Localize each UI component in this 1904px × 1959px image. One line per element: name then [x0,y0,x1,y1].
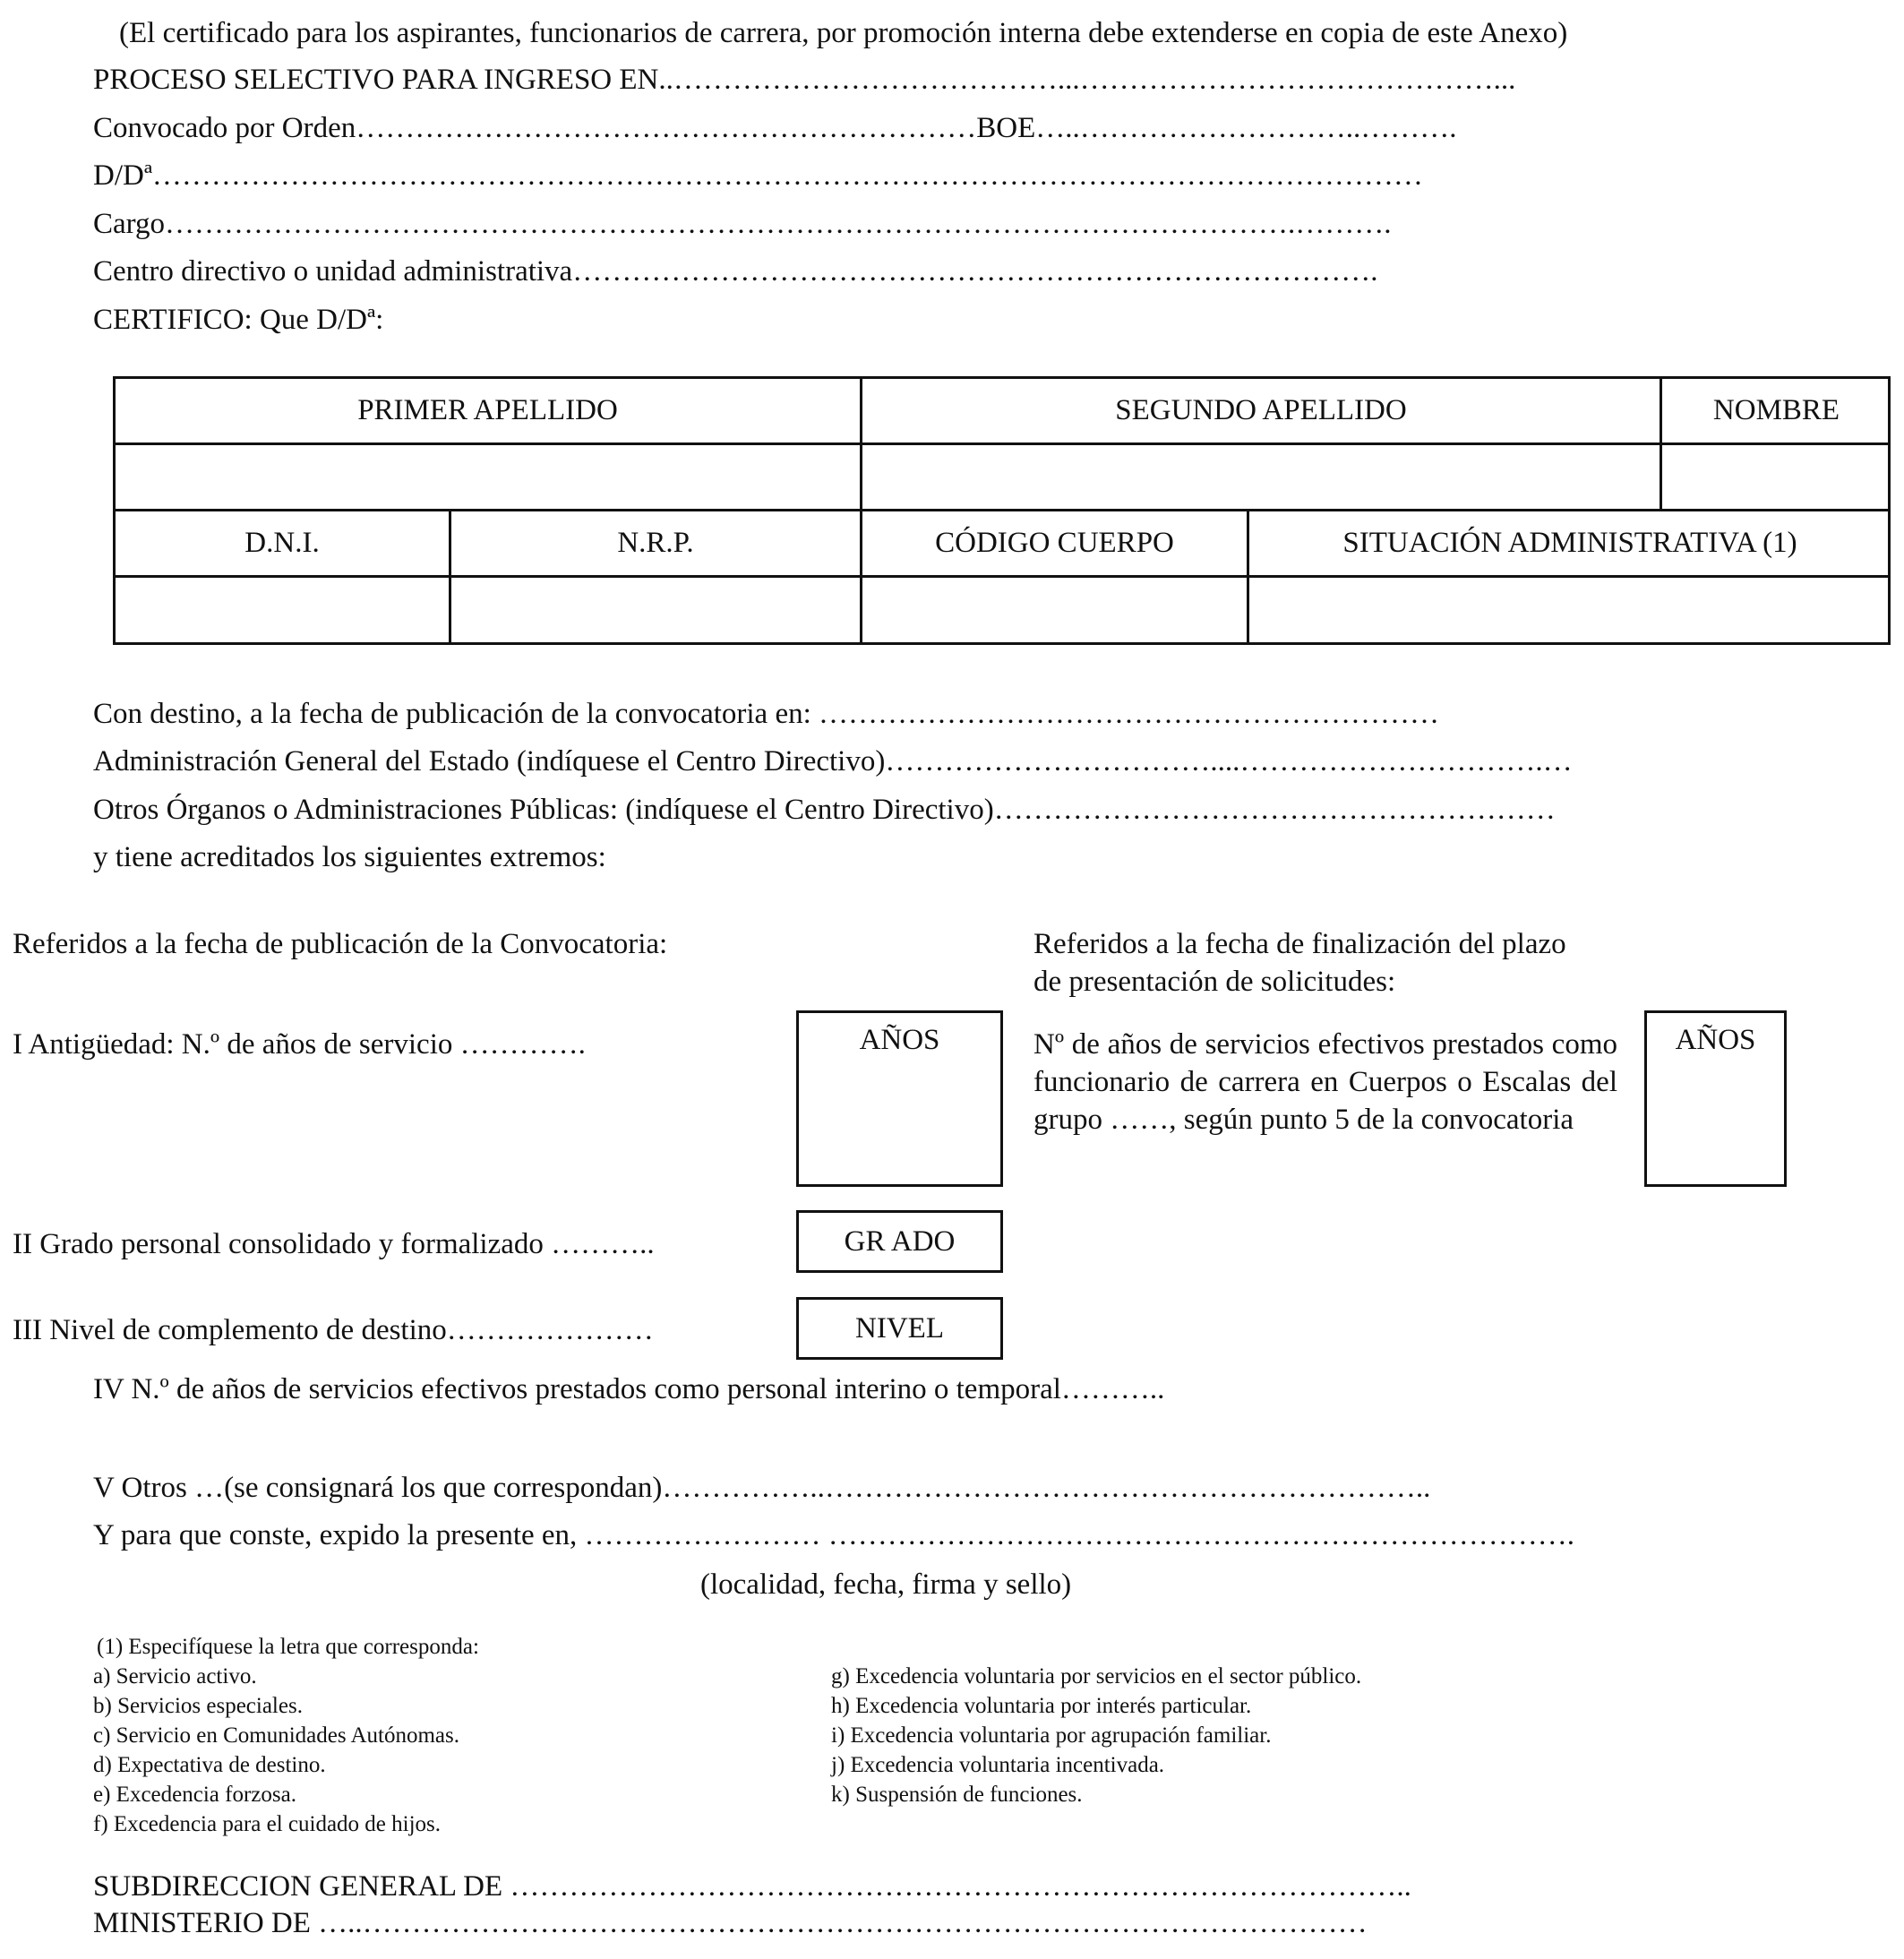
right-heading-2: de presentación de solicitudes: [1033,966,1396,998]
footnote-b: b) Servicios especiales. [93,1694,303,1718]
extremos-line: y tiene acreditados los siguientes extremos: [93,841,606,873]
grado-box: GR ADO [796,1210,1003,1273]
expido-line: Y para que conste, expido la presente en, …………………… …………………………………………………………………. [93,1519,1575,1551]
dni-header: D.N.I. [116,511,451,578]
anos-box-left: AÑOS [796,1010,1003,1187]
footnote-a: a) Servicio activo. [93,1664,257,1688]
grado-label: II Grado personal consolidado y formalizado ……….. [13,1228,655,1260]
certifico-label: CERTIFICO: Que D/Dª: [93,304,384,336]
servicios-paragraph: Nº de años de servicios efectivos prestados como funcionario de carrera en Cuerpos o Escalas del grupo ……, según punto 5 de la convocatoria [1033,1028,1617,1136]
cargo-field: Cargo…………………………………………………………………………………………………….………. [93,208,1392,240]
primer-apellido-header: PRIMER APELLIDO [116,379,862,445]
ministerio-line: MINISTERIO DE …..………………………………………………………………………………………… [93,1907,1368,1939]
interino-line: IV N.º de años de servicios efectivos prestados como personal interino o temporal……….. [93,1373,1165,1405]
situacion-cell [1249,578,1891,642]
identity-table [113,376,1891,645]
nombre-header: NOMBRE [1662,379,1891,445]
situacion-header: SITUACIÓN ADMINISTRATIVA (1) [1249,511,1891,578]
dni-cell [116,578,451,642]
footnote-d: d) Expectativa de destino. [93,1753,326,1777]
firma-caption: (localidad, fecha, firma y sello) [700,1568,1072,1601]
left-heading: Referidos a la fecha de publicación de la Convocatoria: [13,928,668,960]
age-line: Administración General del Estado (indíquese el Centro Directivo)……………………………....………………………….… [93,745,1573,778]
antiguedad-label: I Antigüedad: N.º de años de servicio …………. [13,1028,586,1061]
footnote-i: i) Excedencia voluntaria por agrupación familiar. [831,1723,1272,1748]
proceso-field: PROCESO SELECTIVO PARA INGRESO EN..…………………………………...……………………………………... [93,64,1516,96]
otros-line: V Otros …(se consignará los que correspondan)……………..…………………………………………………….. [93,1472,1431,1504]
nivel-label: III Nivel de complemento de destino………………… [13,1314,654,1346]
otros-organos-line: Otros Órganos o Administraciones Públicas: (indíquese el Centro Directivo)………………………………………………… [93,794,1556,826]
footnote-c: c) Servicio en Comunidades Autónomas. [93,1723,459,1748]
convocado-field: Convocado por Orden………………………………………………………BOE…..………………………..………. [93,112,1457,144]
nrp-cell [451,578,862,642]
nivel-box: NIVEL [796,1297,1003,1360]
anos-box-right: AÑOS [1644,1010,1787,1187]
destino-line: Con destino, a la fecha de publicación de la convocatoria en: ……………………………………………………… [93,698,1440,730]
footnote-title: (1) Especifíquese la letra que corresponda: [97,1635,479,1659]
footnote-g: g) Excedencia voluntaria por servicios en el sector público. [831,1664,1362,1688]
annex-note: (El certificado para los aspirantes, funcionarios de carrera, por promoción interna debe extenderse en copia de este Anexo) [119,17,1568,49]
codigo-cuerpo-header: CÓDIGO CUERPO [862,511,1249,578]
subdireccion-line: SUBDIRECCION GENERAL DE ……………………………………………………………………………….. [93,1870,1411,1903]
nrp-header: N.R.P. [451,511,862,578]
segundo-apellido-header: SEGUNDO APELLIDO [862,379,1662,445]
nombre-cell [1662,445,1891,511]
footnote-f: f) Excedencia para el cuidado de hijos. [93,1812,442,1836]
codigo-cuerpo-cell [862,578,1249,642]
footnote-h: h) Excedencia voluntaria por interés particular. [831,1694,1252,1718]
footnote-e: e) Excedencia forzosa. [93,1783,296,1807]
right-heading-1: Referidos a la fecha de finalización del plazo [1033,928,1566,960]
footnote-j: j) Excedencia voluntaria incentivada. [831,1753,1165,1777]
footnote-k: k) Suspensión de funciones. [831,1783,1083,1807]
segundo-apellido-cell [862,445,1662,511]
primer-apellido-cell [116,445,862,511]
centro-field: Centro directivo o unidad administrativa………………………………………………………………………. [93,255,1378,288]
dda-field: D/Dª………………………………………………………………………………………………………………… [93,159,1423,192]
